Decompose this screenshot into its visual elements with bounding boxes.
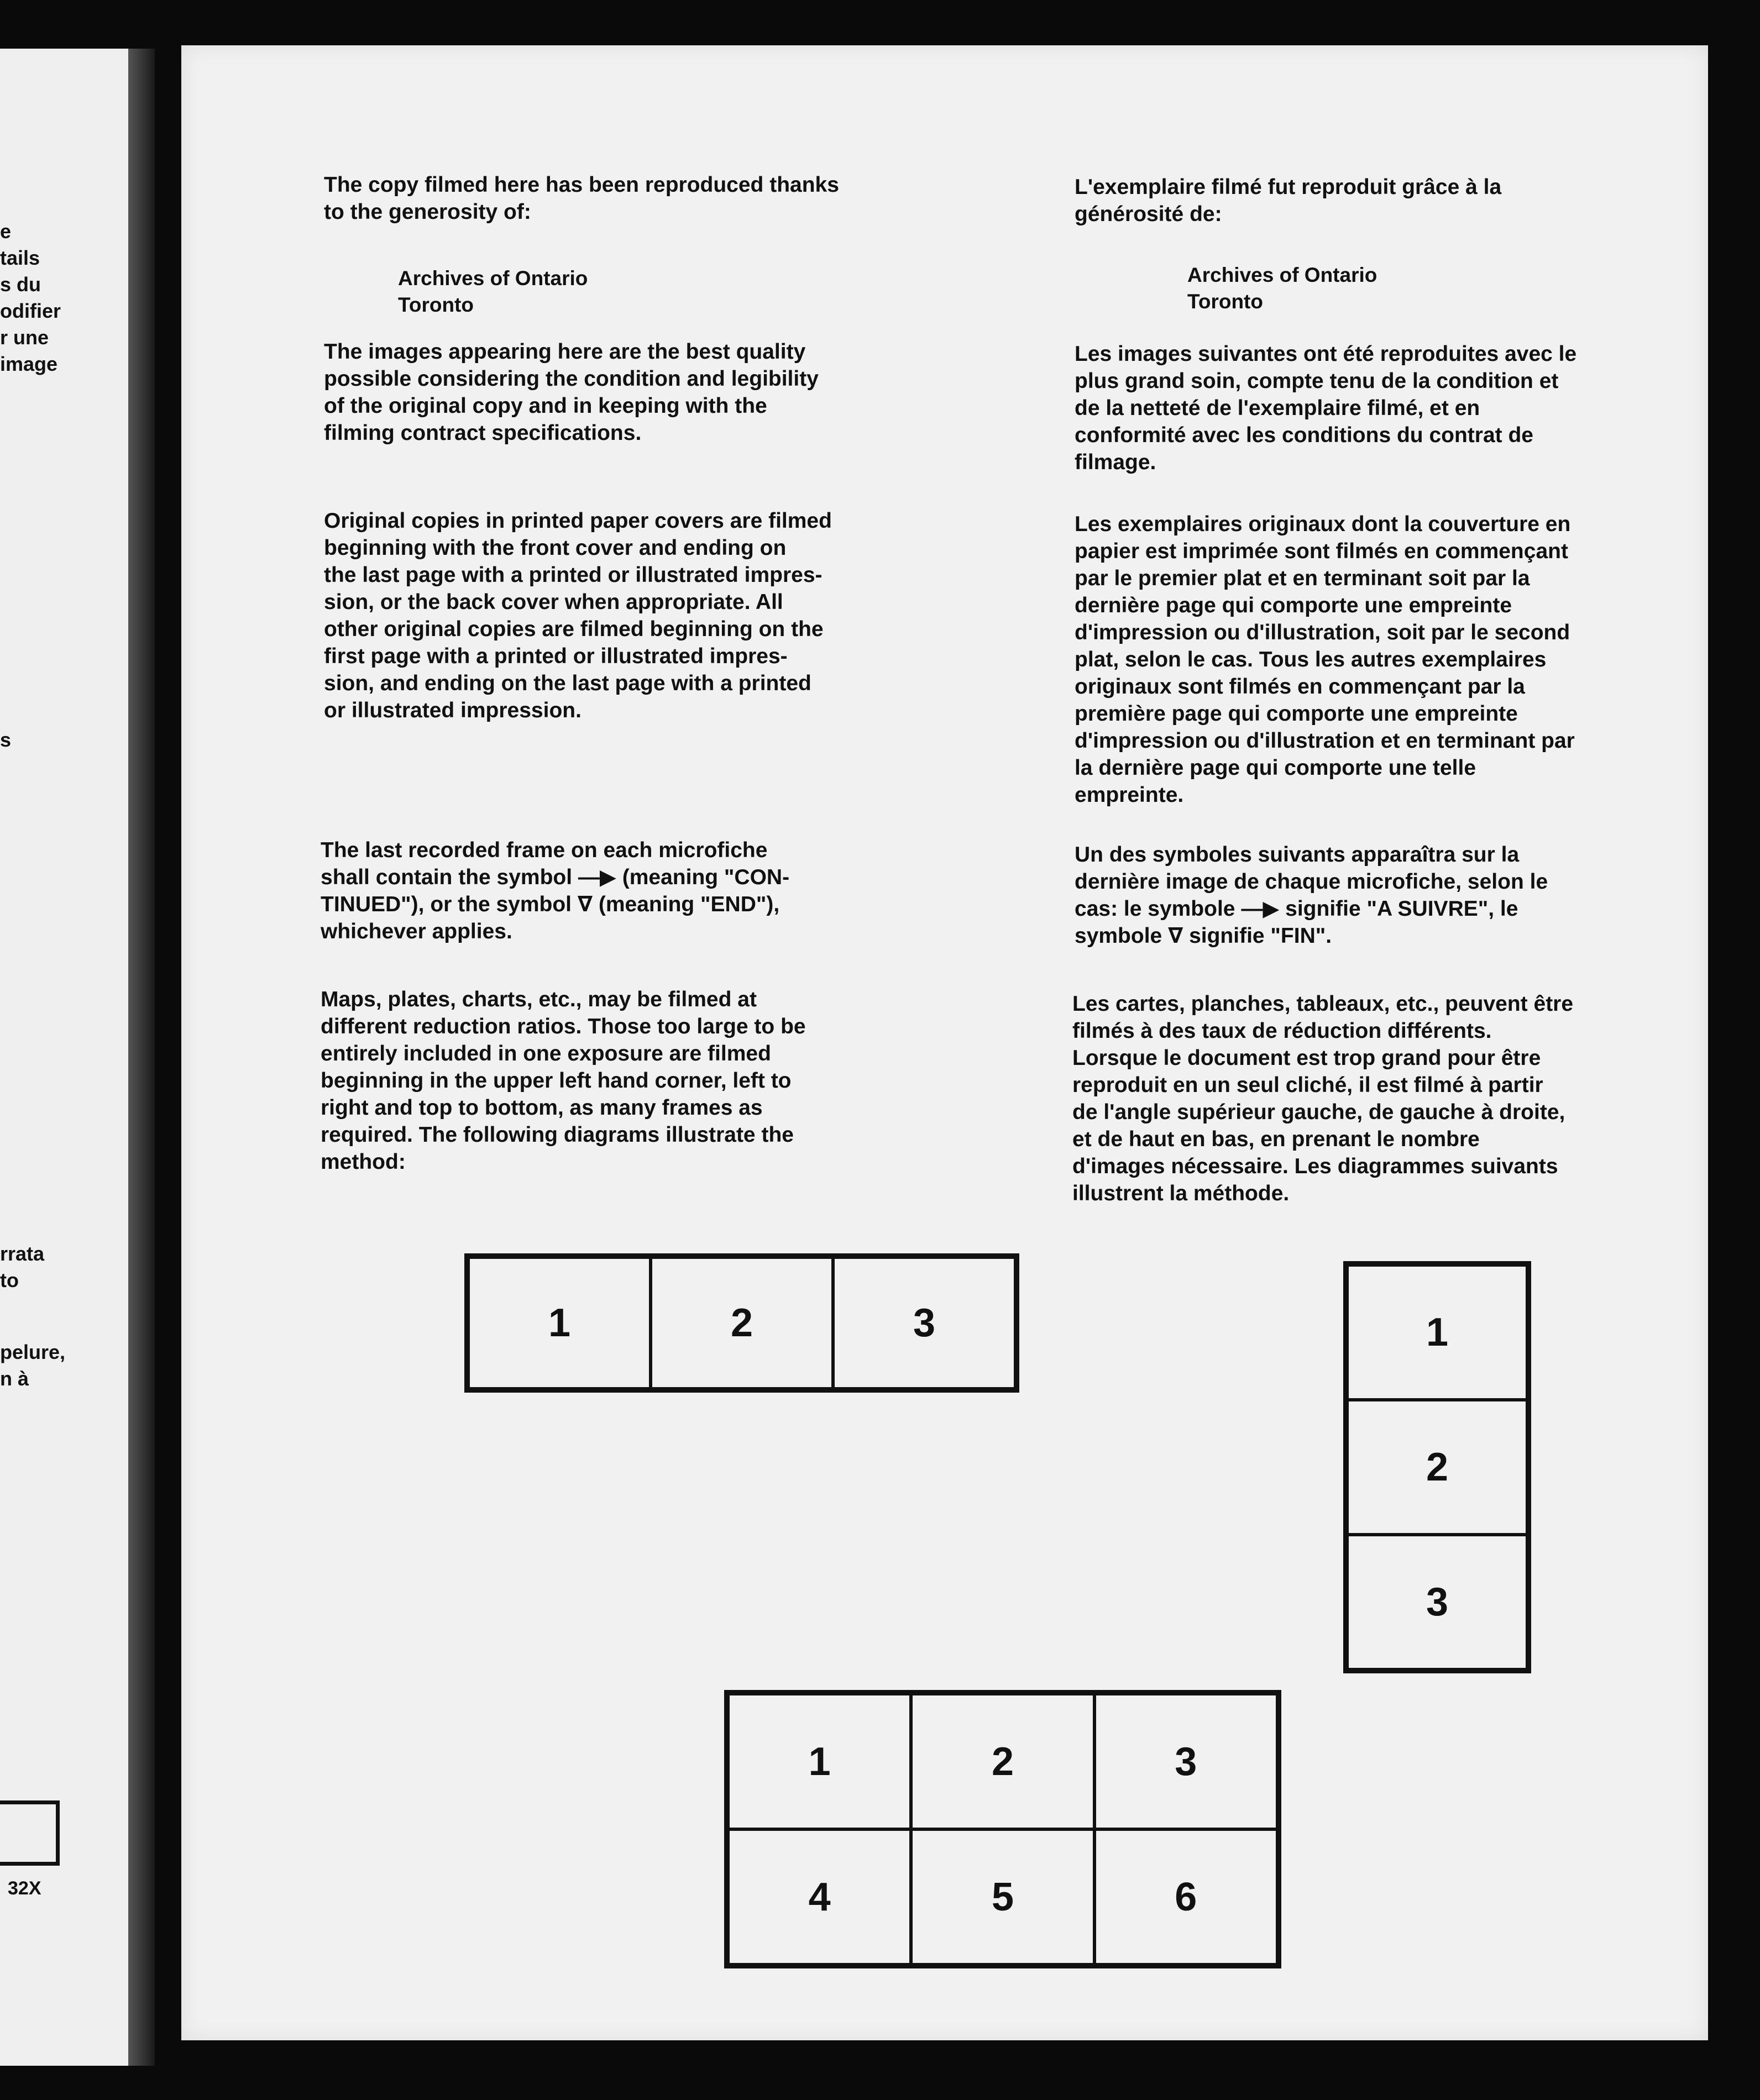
resolution-target-box	[0, 1800, 60, 1866]
english-originals-paragraph: Original copies in printed paper covers are filmed beginning with the front cover and ending on the last page with a printed or illustrated impres- sion, or the back cover when appropriate. All other original copies are filmed beginning on the first page with a printed or illustrated impres- sion, and ending on the last page with a printed or illustrated impression.	[324, 509, 832, 722]
horizontal-frame-diagram	[464, 1253, 1019, 1393]
fragment-text: 32X	[8, 1878, 41, 1899]
vertical-frame-diagram	[1343, 1261, 1531, 1673]
frame-cell: 2	[651, 1257, 833, 1389]
frame-cell: 1	[1347, 1265, 1527, 1400]
frame-cell: 1	[468, 1257, 651, 1389]
microfiche-target-page	[181, 45, 1708, 2040]
archive-name: Archives of Ontario	[1187, 264, 1377, 286]
fragment-text: s	[0, 728, 12, 751]
fragment-text: s du	[0, 273, 41, 296]
english-intro: The copy filmed here has been reproduced thanks to the generosity of:	[324, 173, 839, 224]
fragment-text: n à	[0, 1367, 29, 1390]
english-maps-paragraph: Maps, plates, charts, etc., may be filmed at different reduction ratios. Those too large to be entirely included in one exposure are filmed beginning in the upper left hand corner, left to right and top to bottom, as many frames as required. The following diagrams illustrate the method:	[321, 988, 806, 1174]
previous-page-fragment	[0, 49, 155, 2066]
frame-cell: 2	[911, 1694, 1094, 1829]
archive-name: Archives of Ontario	[398, 267, 588, 290]
fragment-text: pelure,	[0, 1341, 66, 1363]
frame-cell: 1	[728, 1694, 911, 1829]
frame-cell: 3	[1347, 1535, 1527, 1670]
french-intro: L'exemplaire filmé fut reproduit grâce à la générosité de:	[1075, 175, 1502, 226]
grid-frame-diagram	[724, 1690, 1281, 1968]
frame-cell: 5	[911, 1829, 1094, 1965]
frame-cell: 3	[1094, 1694, 1277, 1829]
fragment-text: odifier	[0, 300, 61, 322]
frame-cell: 4	[728, 1829, 911, 1965]
archive-city: Toronto	[398, 293, 474, 316]
english-images-paragraph: The images appearing here are the best quality possible considering the condition and legibility of the original copy and in keeping with the filming contract specifications.	[324, 340, 819, 445]
fragment-text: tails	[0, 246, 40, 269]
french-originals-paragraph: Les exemplaires originaux dont la couverture en papier est imprimée sont filmés en commençant par le premier plat et en terminant soit par la dernière page qui comporte une empreinte d'impression ou d'illustration, soit par le second plat, selon le cas. Tous les autres exemplaires originaux sont filmés en commençant par la première page qui comporte une empreinte d'impression ou d'illustration et en terminant par la dernière page qui comporte une telle empreinte.	[1075, 512, 1575, 807]
frame-cell: 6	[1094, 1829, 1277, 1965]
page-gutter-shadow	[128, 49, 155, 2066]
french-symbols-paragraph: Un des symboles suivants apparaîtra sur la dernière image de chaque microfiche, selon le cas: le symbole —▶ signifie "A SUIVRE", le symbole ∇ signifie "FIN".	[1075, 843, 1548, 948]
french-images-paragraph: Les images suivantes ont été reproduites avec le plus grand soin, compte tenu de la condition et de la netteté de l'exemplaire filmé, et en conformité avec les conditions du contrat de filmage.	[1075, 342, 1577, 474]
fragment-text: r une	[0, 326, 49, 349]
french-archive	[1187, 262, 1377, 315]
fragment-text: e	[0, 220, 12, 243]
english-symbols-paragraph: The last recorded frame on each microfiche shall contain the symbol —▶ (meaning "CON- TINUED"), or the symbol ∇ (meaning "END"), whichever applies.	[321, 838, 790, 943]
fragment-text: rrata	[0, 1242, 45, 1265]
archive-city: Toronto	[1187, 290, 1263, 313]
english-archive	[398, 265, 588, 318]
french-maps-paragraph: Les cartes, planches, tableaux, etc., peuvent être filmés à des taux de réduction différents. Lorsque le document est trop grand pour être reproduit en un seul cliché, il est filmé à partir de l'angle supérieur gauche, de gauche à droite, et de haut en bas, en prenant le nombre d'images nécessaire. Les diagrammes suivants illustrent la méthode.	[1072, 992, 1574, 1205]
frame-cell: 2	[1347, 1400, 1527, 1535]
fragment-text: to	[0, 1269, 19, 1292]
frame-cell: 3	[833, 1257, 1015, 1389]
fragment-text: image	[0, 353, 58, 375]
